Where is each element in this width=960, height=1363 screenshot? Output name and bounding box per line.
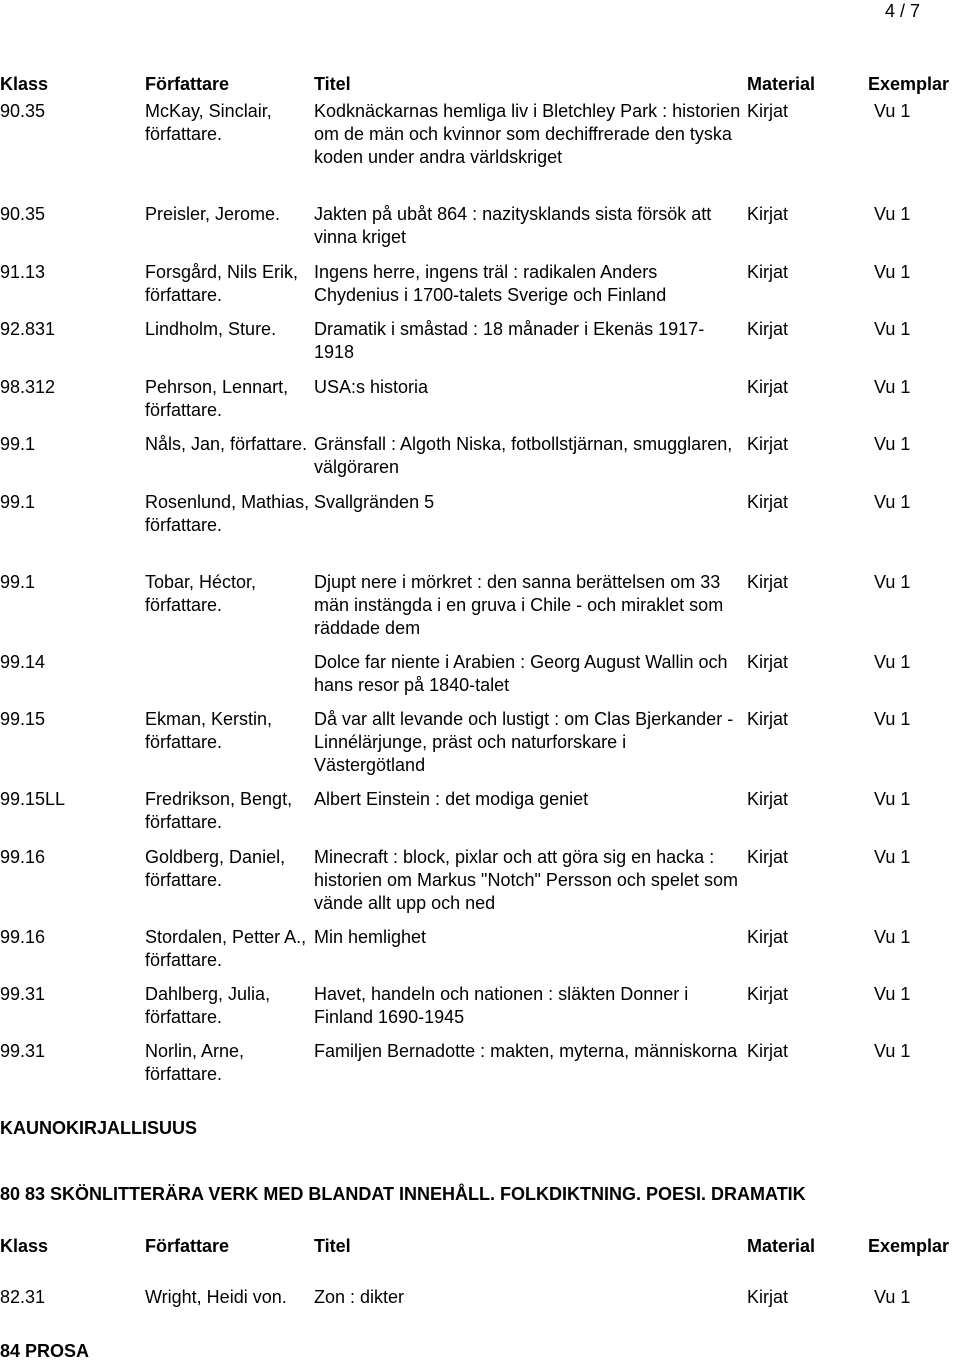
copies-cell: Vu 1 (874, 709, 911, 729)
klass-cell: 99.15 (0, 709, 46, 729)
klass-cell: 99.31 (0, 984, 46, 1004)
copies-cell: Vu 1 (874, 492, 911, 512)
material-cell: Kirjat (747, 319, 789, 339)
material-cell: Kirjat (747, 1287, 789, 1307)
author-cell: Lindholm, Sture. (145, 319, 277, 339)
material-cell: Kirjat (747, 492, 789, 512)
klass-cell: 99.31 (0, 1041, 46, 1061)
title-cell: Dramatik i småstad : 18 månader i Ekenäs 1917-1918 (314, 319, 705, 362)
title-cell: Min hemlighet (314, 927, 427, 947)
title-cell: Dolce far niente i Arabien : Georg August Wallin och hans resor på 1840-talet (314, 652, 728, 695)
author-cell: Pehrson, Lennart, författare. (145, 377, 289, 420)
section-heading-kaunokirjallisuus: KAUNOKIRJALLISUUS (0, 1118, 198, 1138)
author-cell: Goldberg, Daniel, författare. (145, 847, 286, 890)
copies-cell: Vu 1 (874, 434, 911, 454)
author-cell: Norlin, Arne, författare. (145, 1041, 245, 1084)
title-cell: Familjen Bernadotte : makten, myterna, människorna (314, 1041, 738, 1061)
author-cell: Tobar, Héctor, författare. (145, 572, 257, 615)
material-cell: Kirjat (747, 572, 789, 592)
author-cell: Stordalen, Petter A., författare. (145, 927, 307, 970)
copies-cell: Vu 1 (874, 319, 911, 339)
klass-cell: 82.31 (0, 1287, 46, 1307)
title-cell: Kodknäckarnas hemliga liv i Bletchley Park : historien om de män och kvinnor som dechiffrerade den tyska koden under andra världskriget (314, 101, 741, 167)
klass-cell: 99.1 (0, 492, 36, 512)
copies-cell: Vu 1 (874, 101, 911, 121)
material-cell: Kirjat (747, 984, 789, 1004)
klass-cell: 90.35 (0, 101, 46, 121)
table-header (0, 73, 960, 95)
copies-cell: Vu 1 (874, 204, 911, 224)
title-cell: Zon : dikter (314, 1287, 405, 1307)
material-cell: Kirjat (747, 101, 789, 121)
title-cell: Djupt nere i mörkret : den sanna berättelsen om 33 män instängda i en gruva i Chile - och miraklet som räddade dem (314, 572, 724, 638)
header-author: Författare (145, 74, 230, 94)
material-cell: Kirjat (747, 1041, 789, 1061)
header-author: Författare (145, 1236, 230, 1256)
klass-cell: 99.1 (0, 434, 36, 454)
copies-cell: Vu 1 (874, 927, 911, 947)
page-number: 4 / 7 (884, 1, 920, 21)
header-material: Material (747, 74, 816, 94)
author-cell: Forsgård, Nils Erik, författare. (145, 262, 299, 305)
header-copies: Exemplar (868, 74, 950, 94)
author-cell: Dahlberg, Julia, författare. (145, 984, 271, 1027)
copies-cell: Vu 1 (874, 847, 911, 867)
section-heading-84: 84 PROSA (0, 1341, 90, 1361)
title-cell: Svallgränden 5 (314, 492, 435, 512)
klass-cell: 90.35 (0, 204, 46, 224)
klass-cell: 99.1 (0, 572, 36, 592)
copies-cell: Vu 1 (874, 789, 911, 809)
material-cell: Kirjat (747, 204, 789, 224)
author-cell: Nåls, Jan, författare. (145, 434, 308, 454)
section-heading-80-83: 80 83 SKÖNLITTERÄRA VERK MED BLANDAT INNEHÅLL. FOLKDIKTNING. POESI. DRAMATIK (0, 1184, 806, 1204)
header-title: Titel (314, 74, 351, 94)
header-klass: Klass (0, 1236, 49, 1256)
title-cell: Havet, handeln och nationen : släkten Donner i Finland 1690-1945 (314, 984, 689, 1027)
copies-cell: Vu 1 (874, 652, 911, 672)
author-cell: Fredrikson, Bengt, författare. (145, 789, 293, 832)
header-copies: Exemplar (868, 1236, 950, 1256)
title-cell: Gränsfall : Algoth Niska, fotbollstjärnan, smugglaren, välgöraren (314, 434, 733, 477)
table-header-2 (0, 1235, 960, 1257)
author-cell: Rosenlund, Mathias, författare. (145, 492, 310, 535)
header-title: Titel (314, 1236, 351, 1256)
klass-cell: 98.312 (0, 377, 56, 397)
copies-cell: Vu 1 (874, 377, 911, 397)
author-cell: Ekman, Kerstin, författare. (145, 709, 273, 752)
author-cell: McKay, Sinclair, författare. (145, 101, 272, 144)
author-cell: Wright, Heidi von. (145, 1287, 287, 1307)
klass-cell: 99.16 (0, 927, 46, 947)
header-material: Material (747, 1236, 816, 1256)
klass-cell: 92.831 (0, 319, 56, 339)
klass-cell: 99.16 (0, 847, 46, 867)
copies-cell: Vu 1 (874, 1041, 911, 1061)
title-cell: Ingens herre, ingens träl : radikalen Anders Chydenius i 1700-talets Sverige och Finland (314, 262, 667, 305)
title-cell: USA:s historia (314, 377, 429, 397)
copies-cell: Vu 1 (874, 572, 911, 592)
title-cell: Albert Einstein : det modiga geniet (314, 789, 589, 809)
material-cell: Kirjat (747, 377, 789, 397)
material-cell: Kirjat (747, 789, 789, 809)
author-cell: Preisler, Jerome. (145, 204, 281, 224)
material-cell: Kirjat (747, 262, 789, 282)
material-cell: Kirjat (747, 927, 789, 947)
klass-cell: 91.13 (0, 262, 46, 282)
copies-cell: Vu 1 (874, 1287, 911, 1307)
material-cell: Kirjat (747, 847, 789, 867)
copies-cell: Vu 1 (874, 984, 911, 1004)
title-cell: Minecraft : block, pixlar och att göra sig en hacka : historien om Markus "Notch" Persson och spelet som vände allt upp och ned (314, 847, 738, 913)
header-klass: Klass (0, 74, 49, 94)
klass-cell: 99.15LL (0, 789, 66, 809)
material-cell: Kirjat (747, 709, 789, 729)
copies-cell: Vu 1 (874, 262, 911, 282)
material-cell: Kirjat (747, 434, 789, 454)
title-cell: Då var allt levande och lustigt : om Clas Bjerkander - Linnélärjunge, präst och naturforskare i Västergötland (314, 709, 734, 775)
title-cell: Jakten på ubåt 864 : nazitysklands sista försök att vinna kriget (314, 204, 712, 247)
material-cell: Kirjat (747, 652, 789, 672)
klass-cell: 99.14 (0, 652, 46, 672)
